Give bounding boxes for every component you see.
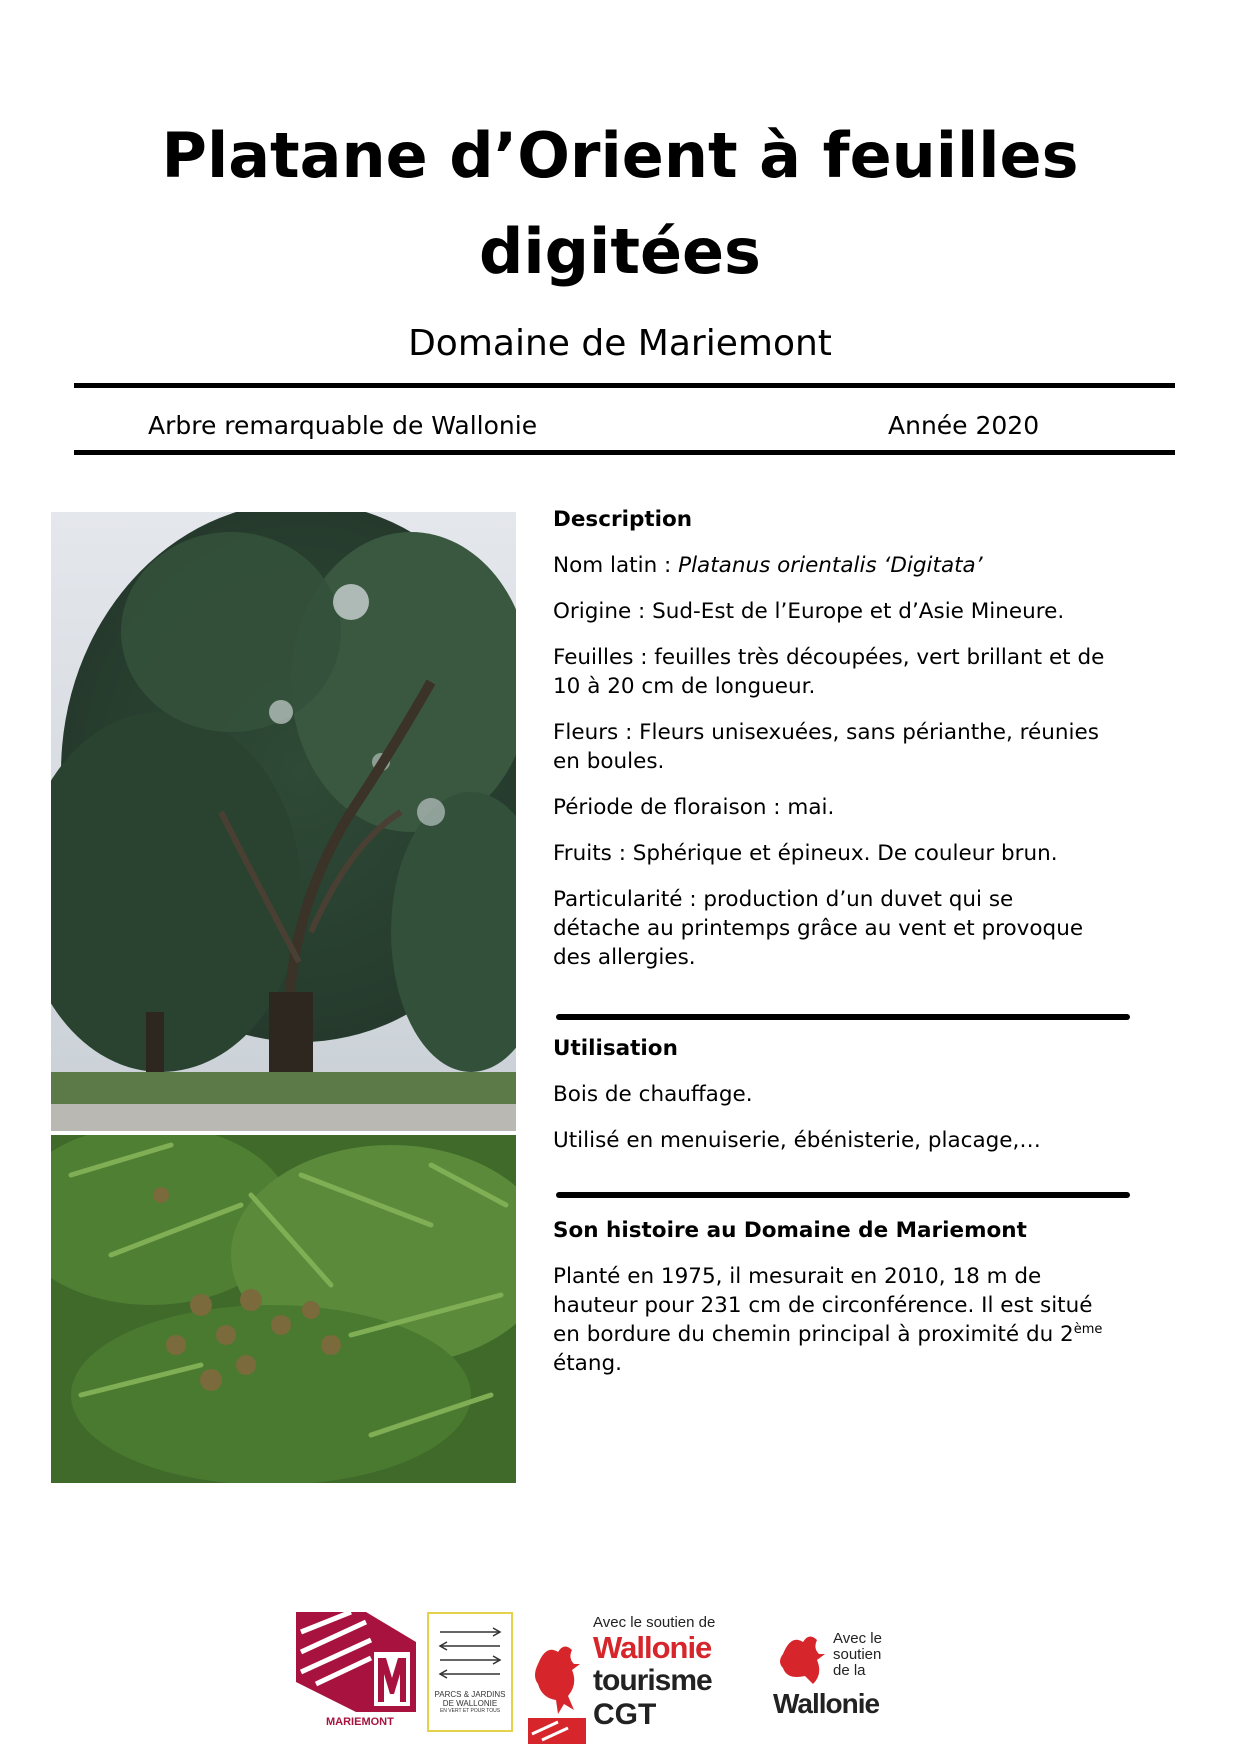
page-title: Platane d’Orient à feuilles digitées <box>161 119 1079 288</box>
tourisme-logo-line-2: Wallonie <box>593 1630 712 1665</box>
description-section <box>553 505 1123 989</box>
rooster-icon <box>528 1634 588 1744</box>
divider-histoire <box>556 1192 1130 1198</box>
utilisation-section <box>553 1034 1123 1172</box>
histoire-heading: Son histoire au Domaine de Mariemont <box>553 1218 1027 1243</box>
mariemont-logo-text: MARIEMONT <box>326 1716 394 1728</box>
wallonie-logo <box>773 1628 913 1728</box>
parcs-logo-line-2: DE WALLONIE <box>442 1699 498 1708</box>
label-remarkable-tree: Arbre remarquable de Wallonie <box>148 411 538 440</box>
tourisme-logo-line-3: tourisme <box>593 1664 712 1697</box>
wallonie-tourisme-logo <box>528 1614 738 1734</box>
histoire-section <box>553 1216 1123 1395</box>
rooster-icon <box>775 1628 831 1688</box>
description-heading: Description <box>553 507 693 532</box>
divider-top <box>74 383 1175 388</box>
utilisation-heading: Utilisation <box>553 1036 678 1061</box>
wallonie-logo-line-3: de la <box>833 1662 866 1679</box>
flowers-text: Fleurs : Fleurs unisexuées, sans périanthe, réunies en boules. <box>553 720 1099 774</box>
fruits-text: Fruits : Sphérique et épineux. De couleur brun. <box>553 841 1058 866</box>
latin-name: Nom latin : Platanus orientalis ‘Digitata’ <box>553 553 983 578</box>
histoire-text: Planté en 1975, il mesurait en 2010, 18 m de hauteur pour 231 cm de circonférence. Il est situé en bordure du chemin principal à proximité du 2ème étang. <box>553 1264 1103 1376</box>
page-subtitle: Domaine de Mariemont <box>408 323 832 364</box>
utilisation-line-2: Utilisé en menuiserie, ébénisterie, placage,… <box>553 1128 1041 1153</box>
tree-photo <box>51 512 516 1131</box>
parcs-logo-line-1: PARCS & JARDINS <box>434 1690 506 1699</box>
wallonie-logo-line-2: soutien <box>833 1646 882 1663</box>
utilisation-line-1: Bois de chauffage. <box>553 1082 753 1107</box>
divider-bottom <box>74 450 1175 455</box>
tourisme-logo-line-4: CGT <box>593 1698 657 1731</box>
divider-utilisation <box>556 1014 1130 1020</box>
particularity-text: Particularité : production d’un duvet qui se détache au printemps grâce au vent et provoque des allergies. <box>553 887 1084 970</box>
origin-text: Origine : Sud-Est de l’Europe et d’Asie Mineure. <box>553 599 1065 624</box>
parcs-logo-line-3: EN VERT ET POUR TOUS <box>439 1708 501 1714</box>
flowering-period-text: Période de floraison : mai. <box>553 795 835 820</box>
fruits-photo <box>51 1135 516 1483</box>
parcs-jardins-logo <box>427 1612 513 1732</box>
leaves-text: Feuilles : feuilles très découpées, vert brillant et de 10 à 20 cm de longueur. <box>553 645 1105 699</box>
mariemont-logo <box>296 1612 416 1732</box>
label-year: Année 2020 <box>888 411 1040 440</box>
tourisme-logo-line-1: Avec le soutien de <box>593 1614 716 1631</box>
wallonie-logo-line-1: Avec le <box>833 1630 882 1647</box>
wallonie-logo-line-4: Wallonie <box>773 1688 880 1719</box>
